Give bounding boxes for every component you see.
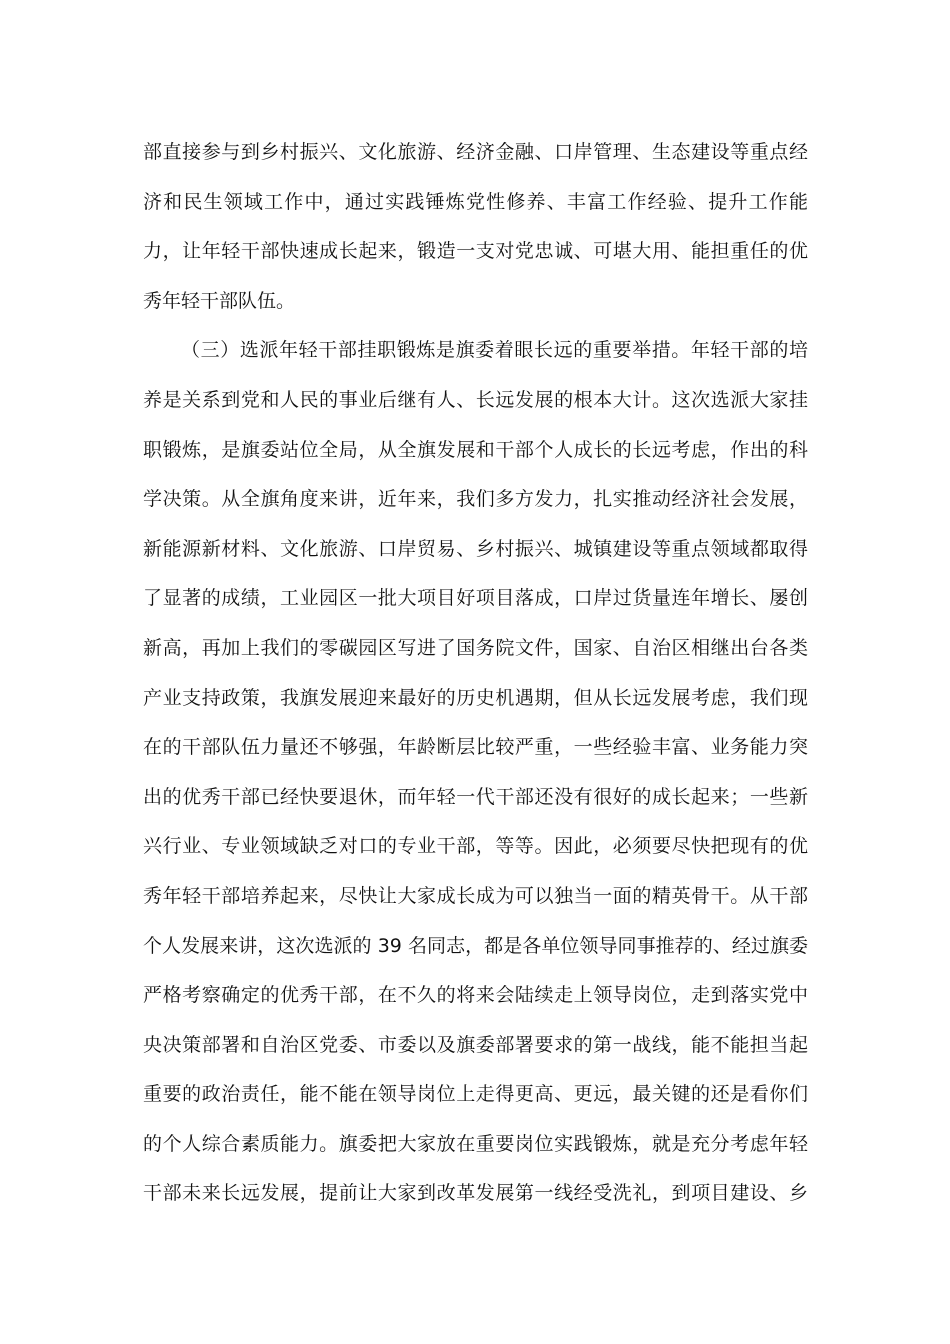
text-line: 重要的政治责任，能不能在领导岗位上走得更高、更远，最关键的还是看你们 <box>143 1083 808 1106</box>
text-line: 新高，再加上我们的零碳园区写进了国务院文件，国家、自治区相继出台各类 <box>143 636 808 659</box>
text-line: 出的优秀干部已经快要退休，而年轻一代干部还没有很好的成长起来；一些新 <box>143 785 808 808</box>
text-line: 兴行业、专业领域缺乏对口的专业干部，等等。因此，必须要尽快把现有的优 <box>143 835 808 858</box>
text-line: 干部未来长远发展，提前让大家到改革发展第一线经受洗礼，到项目建设、乡 <box>143 1182 808 1205</box>
text-line: 学决策。从全旗角度来讲，近年来，我们多方发力，扎实推动经济社会发展， <box>143 488 808 511</box>
text-line: 了显著的成绩，工业园区一批大项目好项目落成，口岸过货量连年增长、屡创 <box>143 587 808 610</box>
text-line: 在的干部队伍力量还不够强，年龄断层比较严重，一些经验丰富、业务能力突 <box>143 736 808 759</box>
text-line: 严格考察确定的优秀干部，在不久的将来会陆续走上领导岗位，走到落实党中 <box>143 984 808 1007</box>
text-line: 养是关系到党和人民的事业后继有人、长远发展的根本大计。这次选派大家挂 <box>143 388 808 411</box>
text-line: 济和民生领域工作中，通过实践锤炼党性修养、丰富工作经验、提升工作能 <box>143 190 808 213</box>
text-line: 产业支持政策，我旗发展迎来最好的历史机遇期，但从长远发展考虑，我们现 <box>143 686 808 709</box>
text-line: 秀年轻干部培养起来，尽快让大家成长成为可以独当一面的精英骨干。从干部 <box>143 884 808 907</box>
text-line: 部直接参与到乡村振兴、文化旅游、经济金融、口岸管理、生态建设等重点经 <box>143 141 808 163</box>
text-line: 个人发展来讲，这次选派的 39 名同志，都是各单位领导同事推荐的、经过旗委 <box>143 934 808 957</box>
text-line: 的个人综合素质能力。旗委把大家放在重要岗位实践锻炼，就是充分考虑年轻 <box>143 1132 808 1155</box>
text-line: 央决策部署和自治区党委、市委以及旗委部署要求的第一战线，能不能担当起 <box>143 1033 808 1056</box>
section-heading-line: （三）选派年轻干部挂职锻炼是旗委着眼长远的重要举措。年轻干部的培 <box>181 339 808 362</box>
text-line: 秀年轻干部队伍。 <box>143 289 296 312</box>
text-line: 力，让年轻干部快速成长起来，锻造一支对党忠诚、可堪大用、能担重任的优 <box>143 240 808 263</box>
body-text <box>143 128 808 1219</box>
text-line: 新能源新材料、文化旅游、口岸贸易、乡村振兴、城镇建设等重点领域都取得 <box>143 537 808 560</box>
text-line: 职锻炼，是旗委站位全局，从全旗发展和干部个人成长的长远考虑，作出的科 <box>143 438 808 461</box>
